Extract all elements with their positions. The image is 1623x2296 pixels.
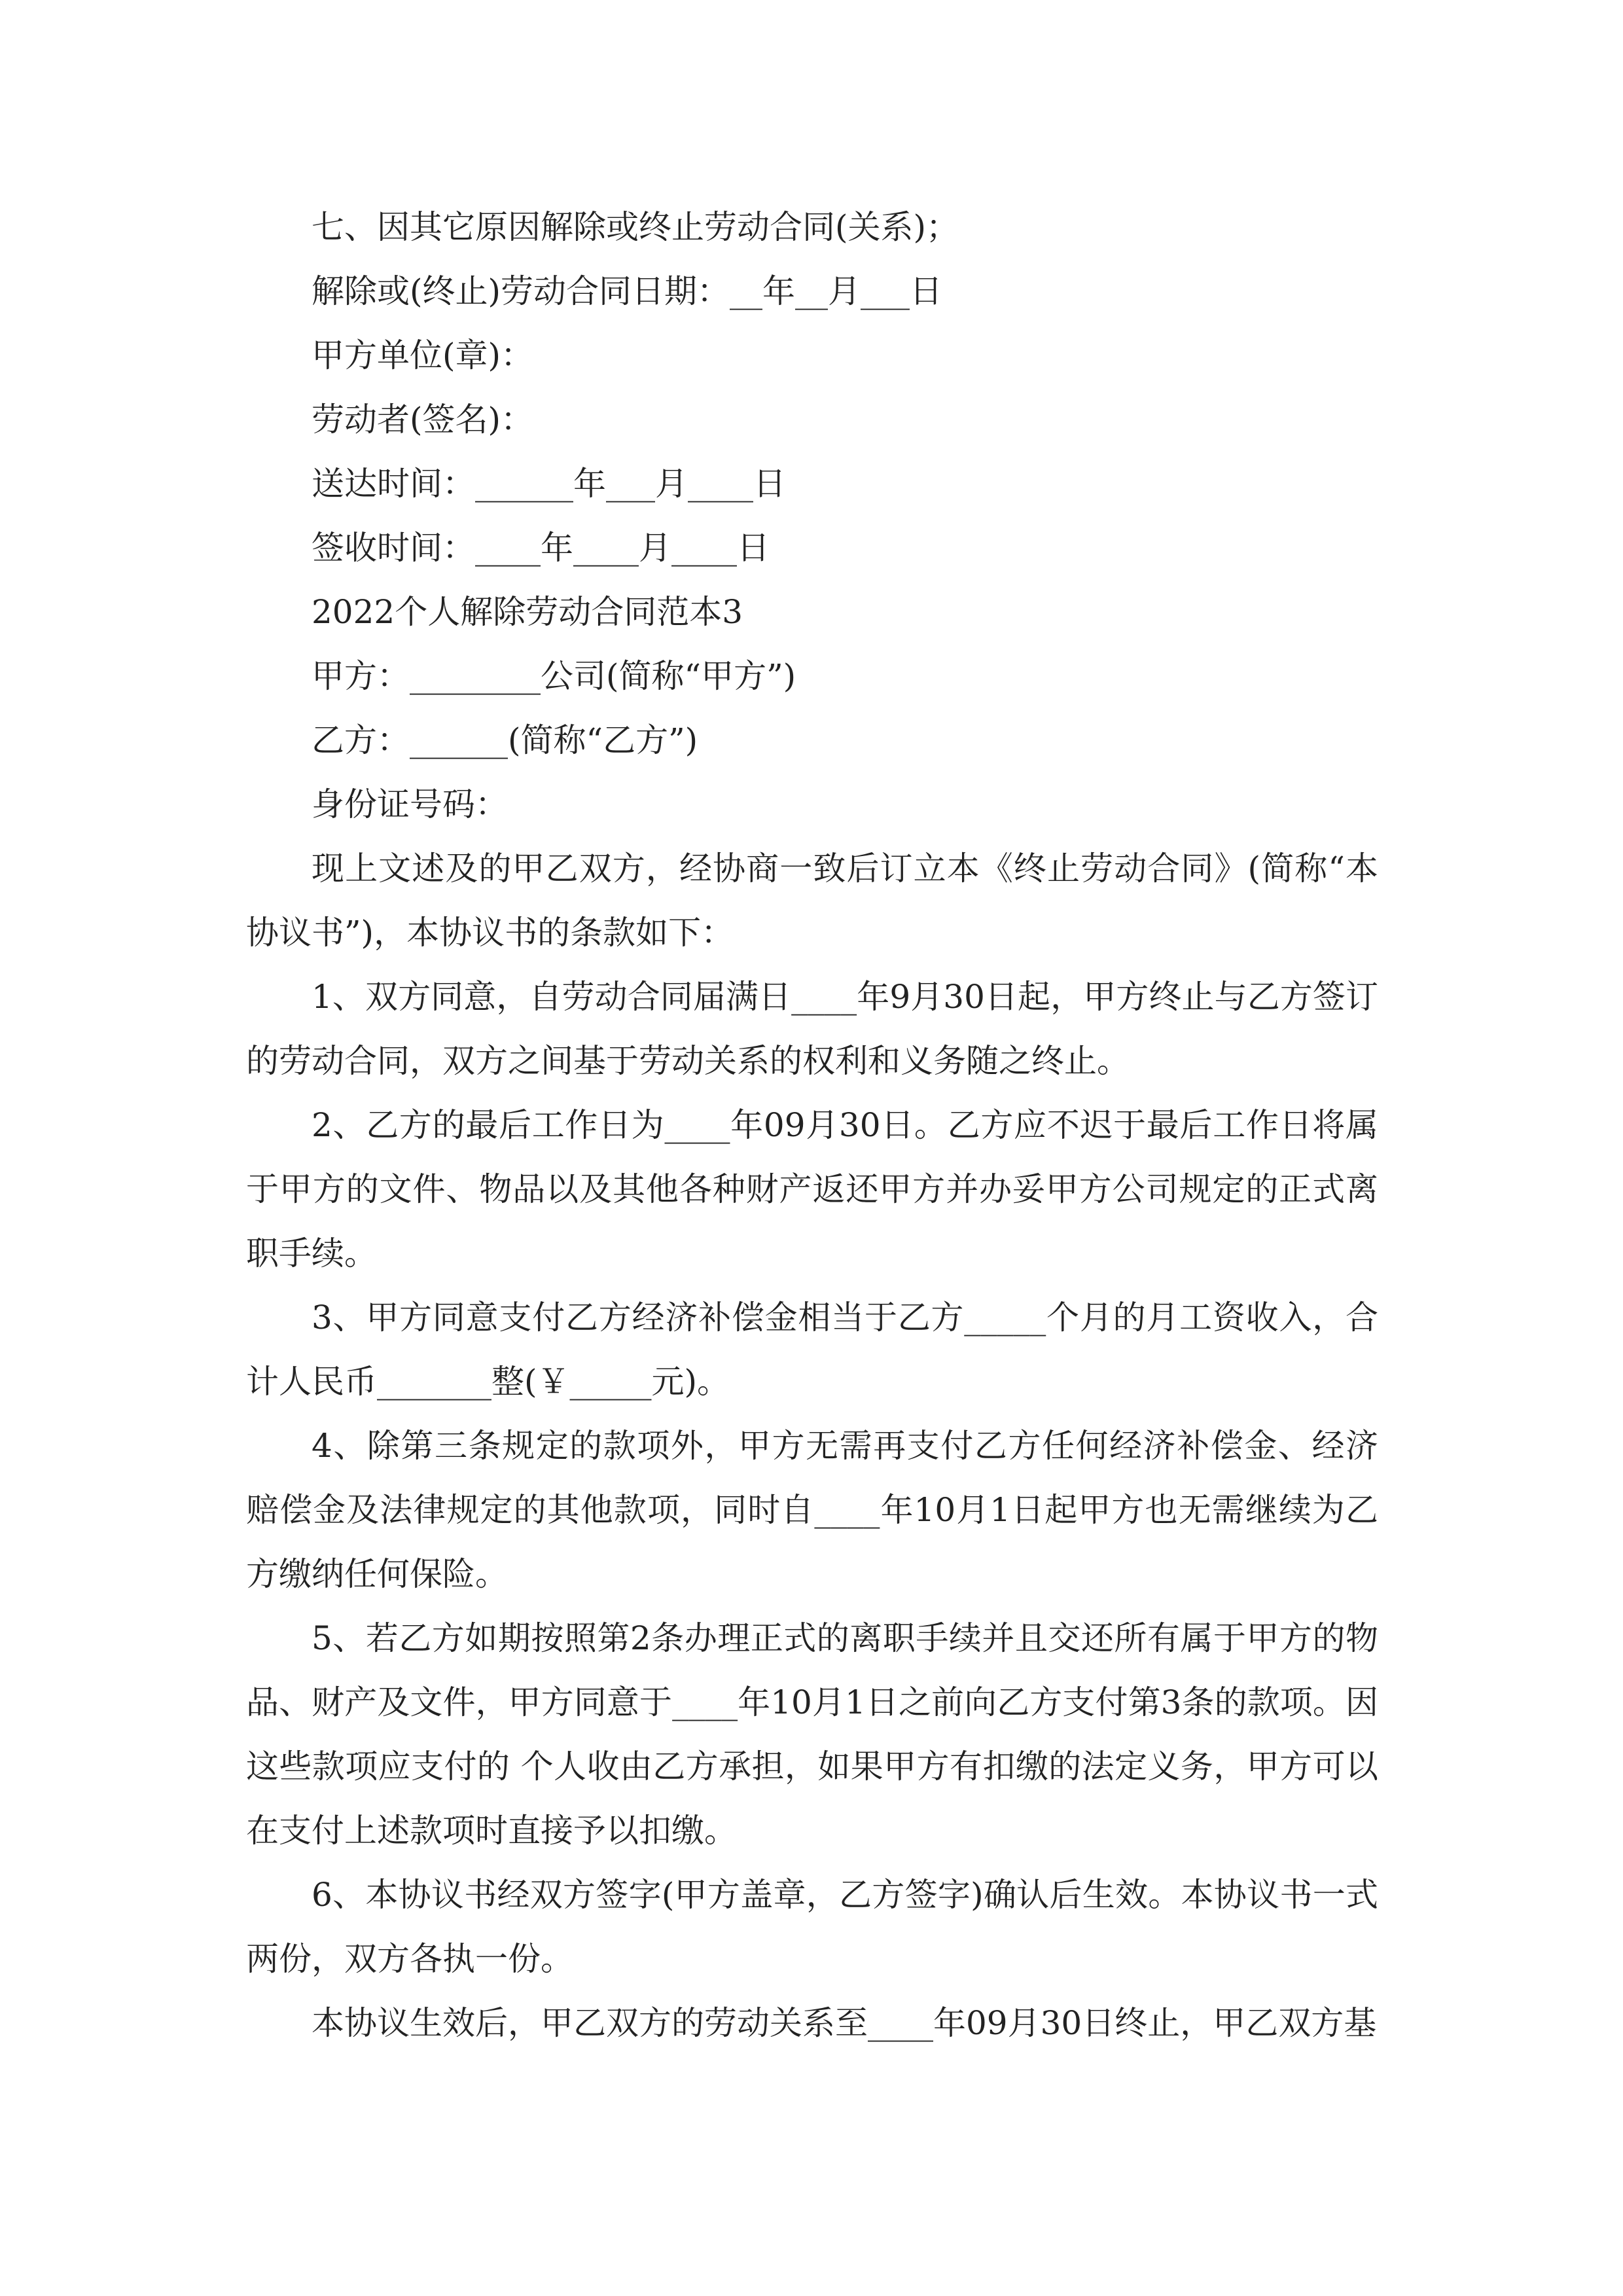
term-2-paragraph: 2、乙方的最后工作日为____年09月30日。乙方应不迟于最后工作日将属于甲方的文件、物品以及其他各种财产返还甲方并办妥甲方公司规定的正式离职手续。: [246, 1106, 1378, 1272]
receipt-time-line: 签收时间：____年____月____日: [312, 529, 770, 567]
clause-seven-line: 七、因其它原因解除或终止劳动合同(关系)；: [312, 208, 959, 246]
agreement-intro-paragraph: 现上文述及的甲乙双方，经协商一致后订立本《终止劳动合同》(简称“本协议书”)，本协议书的条款如下：: [246, 850, 1378, 952]
party-a-line: 甲方：________公司(简称“甲方”): [312, 657, 796, 695]
document-body: [246, 195, 1378, 2055]
id-number-line: 身份证号码：: [312, 785, 508, 823]
employee-signature-line: 劳动者(签名)：: [312, 401, 534, 439]
closing-paragraph: 本协议生效后，甲乙双方的劳动关系至____年09月30日终止，甲乙双方基: [312, 2004, 1377, 2042]
term-5-paragraph: 5、若乙方如期按照第2条办理正式的离职手续并且交还所有属于甲方的物品、财产及文件，甲方同意于____年10月1日之前向乙方支付第3条的款项。因这些款项应支付的 个人收由乙方承担，如果甲方有扣缴的法定义务，甲方可以在支付上述款项时直接予以扣缴。: [246, 1619, 1378, 1850]
section-title: 2022个人解除劳动合同范本3: [312, 593, 743, 631]
delivery-time-line: 送达时间：______年___月____日: [312, 465, 786, 503]
term-1-paragraph: 1、双方同意，自劳动合同届满日____年9月30日起，甲方终止与乙方签订的劳动合同，双方之间基于劳动关系的权利和义务随之终止。: [246, 978, 1378, 1080]
term-3-paragraph: 3、甲方同意支付乙方经济补偿金相当于乙方_____个月的月工资收入，合计人民币_______整(￥_____元)。: [246, 1299, 1378, 1401]
term-6-paragraph: 6、本协议书经双方签字(甲方盖章，乙方签字)确认后生效。本协议书一式两份，双方各执一份。: [246, 1876, 1378, 1978]
term-4-paragraph: 4、除第三条规定的款项外，甲方无需再支付乙方任何经济补偿金、经济赔偿金及法律规定的其他款项，同时自____年10月1日起甲方也无需继续为乙方缴纳任何保险。: [246, 1427, 1378, 1593]
employer-seal-line: 甲方单位(章)：: [312, 336, 534, 374]
party-b-line: 乙方：______(简称“乙方”): [312, 721, 698, 759]
termination-date-line: 解除或(终止)劳动合同日期：__年__月___日: [312, 272, 943, 310]
